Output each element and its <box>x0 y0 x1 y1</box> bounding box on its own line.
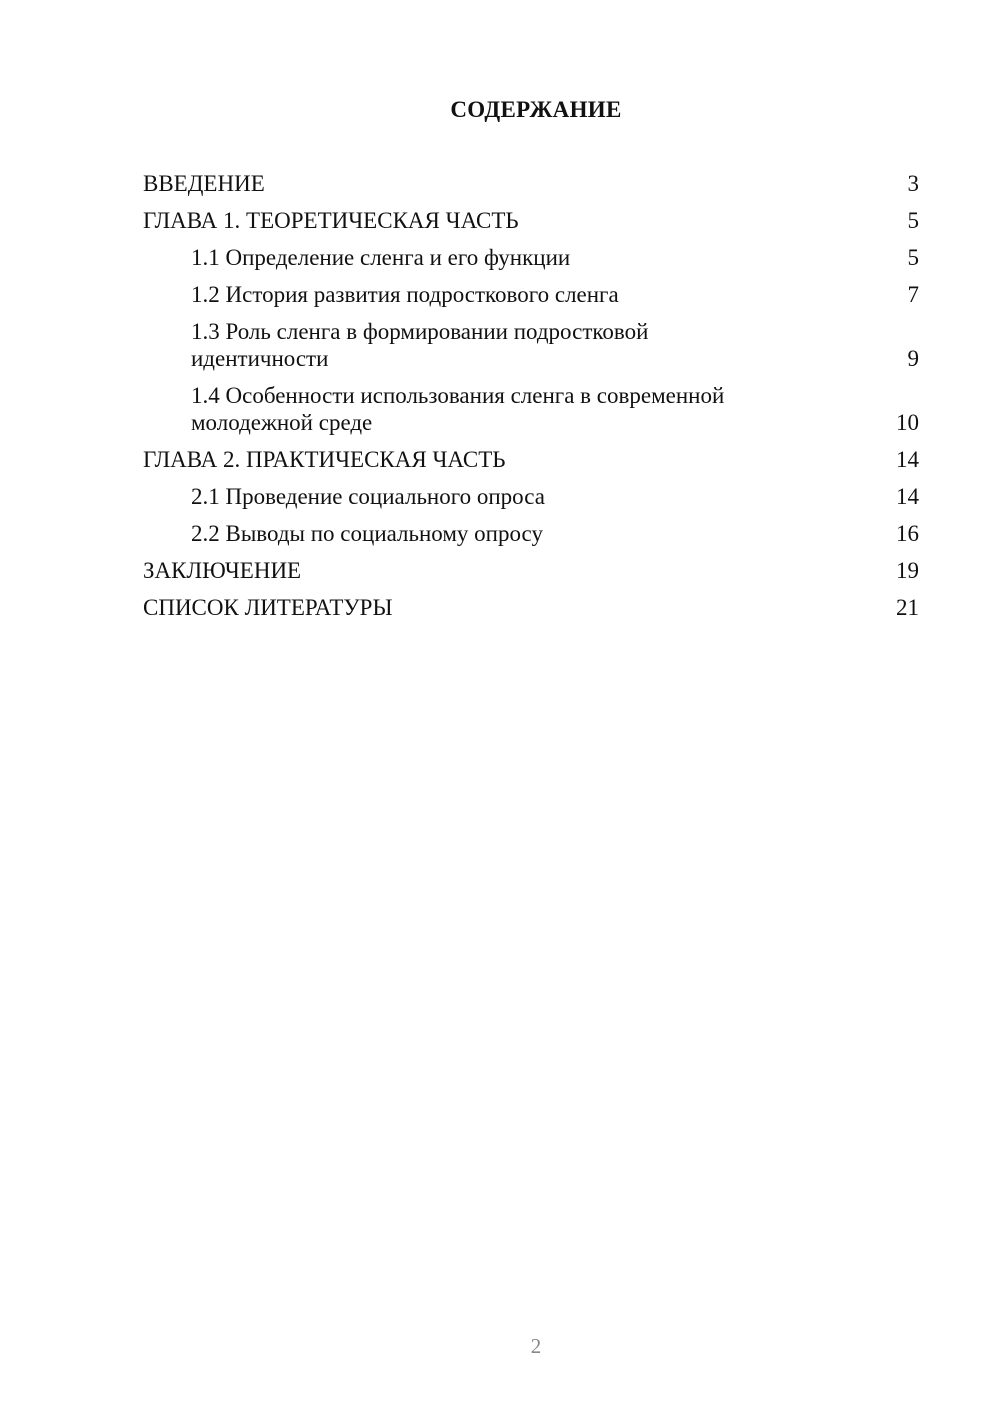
toc-entry-introduction[interactable] <box>143 170 919 197</box>
toc-entry-chapter-1[interactable] <box>143 207 919 234</box>
toc-entry-references[interactable] <box>143 594 919 621</box>
toc-entry-label: ГЛАВА 2. ПРАКТИЧЕСКАЯ ЧАСТЬ <box>143 447 506 472</box>
toc-entry-label: ГЛАВА 1. ТЕОРЕТИЧЕСКАЯ ЧАСТЬ <box>143 208 519 233</box>
toc-entry-page: 5 <box>907 208 919 233</box>
toc-entry-page: 10 <box>896 410 919 435</box>
toc-entry-page: 3 <box>907 171 919 196</box>
toc-entry-page: 21 <box>896 595 919 620</box>
toc-entry-label: 2.2 Выводы по социальному опросу <box>191 521 543 546</box>
toc-entry-section-1-4[interactable] <box>143 382 919 436</box>
toc-entry-page: 9 <box>907 346 919 371</box>
toc-entry-section-2-2[interactable] <box>143 520 919 547</box>
toc-entry-label: СПИСОК ЛИТЕРАТУРЫ <box>143 595 393 620</box>
toc-entry-page: 19 <box>896 558 919 583</box>
toc-entry-label: 1.1 Определение сленга и его функции <box>191 245 571 270</box>
toc-entry-section-1-1[interactable] <box>143 244 919 271</box>
toc-entry-page: 5 <box>907 245 919 270</box>
toc-entry-section-2-1[interactable] <box>143 483 919 510</box>
toc-entry-label: 1.2 История развития подросткового сленга <box>191 282 619 307</box>
toc-entry-page: 7 <box>907 282 919 307</box>
toc-entry-page: 16 <box>896 521 919 546</box>
toc-entry-label: 1.3 Роль сленга в формировании подростковой идентичности <box>191 319 649 371</box>
table-of-contents <box>143 170 919 631</box>
page-number: 2 <box>530 1334 542 1358</box>
toc-entry-chapter-2[interactable] <box>143 446 919 473</box>
toc-entry-conclusion[interactable] <box>143 557 919 584</box>
toc-entry-label: ВВЕДЕНИЕ <box>143 171 265 196</box>
toc-title: СОДЕРЖАНИЕ <box>450 97 622 122</box>
toc-entry-page: 14 <box>896 447 919 472</box>
toc-entry-label: ЗАКЛЮЧЕНИЕ <box>143 558 302 583</box>
toc-entry-label: 2.1 Проведение социального опроса <box>191 484 545 509</box>
toc-entry-section-1-2[interactable] <box>143 281 919 308</box>
toc-entry-section-1-3[interactable] <box>143 318 919 372</box>
toc-entry-label: 1.4 Особенности использования сленга в современной молодежной среде <box>191 383 725 435</box>
toc-entry-page: 14 <box>896 484 919 509</box>
